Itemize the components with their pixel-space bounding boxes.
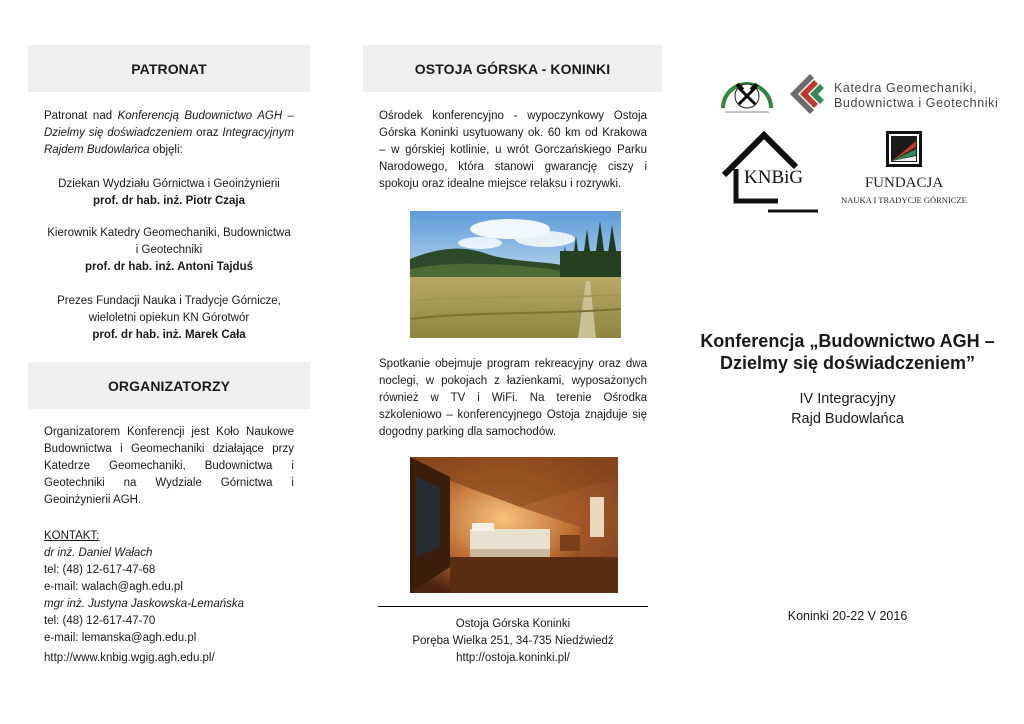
patron-role: Prezes Fundacji Nauka i Tradycje Górnicze, xyxy=(57,295,281,307)
patronat-intro: Patronat nad Konferencją Budownictwo AGH – Dzielmy się doświadczeniem oraz Integracyjnym Rajdem Budowlańca objęli: xyxy=(44,110,295,156)
patron-role-cont: i Geotechniki xyxy=(135,244,203,256)
ostoja-address xyxy=(378,616,648,667)
patron-name: prof. dr hab. inż. Antoni Tajduś xyxy=(84,261,253,273)
wgig-faculty-logo xyxy=(717,70,777,116)
organizatorzy-text: Organizatorem Konferencji jest Koło Naukowe Budownictwa i Geomechaniki działające przy Katedrze Geomechaniki, Budownictwa i Geotechniki na Wydziale Górnictwa i Geoinżynierii AGH. xyxy=(44,426,294,506)
fundacja-tagline: NAUKA I TRADYCJE GÓRNICZE xyxy=(841,195,967,205)
rajd-subtitle-line1: IV Integracyjny xyxy=(799,391,896,407)
rajd-subtitle-line2: Rajd Budowlańca xyxy=(791,411,904,427)
patron-3 xyxy=(28,293,310,344)
knbig-logo xyxy=(718,131,820,215)
meadow-landscape-image xyxy=(410,211,621,338)
conference-title xyxy=(690,330,1005,374)
patron-1 xyxy=(28,176,310,210)
contact-email[interactable]: e-mail: walach@agh.edu.pl xyxy=(44,581,183,593)
contact-email[interactable]: e-mail: lemanska@agh.edu.pl xyxy=(44,632,197,644)
conference-title-line1: Konferencja „Budownictwo AGH – xyxy=(700,331,995,351)
address-divider xyxy=(378,606,648,607)
venue-url[interactable]: http://ostoja.koninki.pl/ xyxy=(456,652,570,664)
room-interior-image xyxy=(410,457,618,593)
hammer-pick-logo-icon xyxy=(717,70,777,116)
event-date: Koninki 20-22 V 2016 xyxy=(787,609,908,623)
patron-name: prof. dr hab. inż. Piotr Czaja xyxy=(92,195,246,207)
fundacja-logo xyxy=(840,131,968,211)
contact-block xyxy=(44,528,294,647)
ostoja-description: Ośrodek konferencyjno - wypoczynkowy Ostoja Górska Koninki usytuowany ok. 60 km od Krakowa – w górskiej kotlinie, u wrót Gorczańskiego Parku Narodowego, która stanowi gwarancję ciszy i spokoju oraz idealne miejsce relaksu i rozrywki. xyxy=(379,110,647,190)
venue-street: Poręba Wielka 251, 34-735 Niedźwiedź xyxy=(412,635,614,647)
patron-role-cont: wieloletni opiekun KN Górotwór xyxy=(88,312,250,324)
knbig-url[interactable]: http://www.knbig.wgig.agh.edu.pl/ xyxy=(44,652,215,664)
ostoja-heading: OSTOJA GÓRSKA - KONINKI xyxy=(363,45,662,92)
katedra-chevron-icon xyxy=(788,70,832,114)
patronat-heading: PATRONAT xyxy=(28,45,310,92)
fundacja-name: FUNDACJA xyxy=(864,175,944,191)
conference-title-line2: Dzielmy się doświadczeniem” xyxy=(719,353,976,373)
ostoja-program: Spotkanie obejmuje program rekreacyjny oraz dwa noclegi, w pokojach z łazienkami, wyposażonych również w TV i WiFi. Na terenie Ośrodka szkoleniowo – konferencyjnego Ostoja znajduje się dogodny parking dla samochodów. xyxy=(379,358,647,438)
patron-2 xyxy=(28,225,310,276)
patron-role: Kierownik Katedry Geomechaniki, Budownictwa xyxy=(47,227,291,239)
katedra-name-line2: Budownictwa i Geotechniki xyxy=(834,96,999,110)
katedra-name-line1: Katedra Geomechaniki, xyxy=(834,81,978,95)
room-interior-photo xyxy=(410,457,618,593)
venue-name: Ostoja Górska Koninki xyxy=(455,618,571,630)
rajd-subtitle xyxy=(690,389,1005,429)
patron-role: Dziekan Wydziału Górnictwa i Geoinżynierii xyxy=(58,178,280,190)
fundacja-emblem-icon xyxy=(886,131,922,167)
contact-label: KONTAKT: xyxy=(44,530,100,542)
katedra-logo xyxy=(788,70,999,114)
contact-name: mgr inż. Justyna Jaskowska-Lemańska xyxy=(44,598,245,610)
contact-name: dr inż. Daniel Wałach xyxy=(44,547,153,559)
contact-tel: tel: (48) 12-617-47-70 xyxy=(44,615,156,627)
contact-tel: tel: (48) 12-617-47-68 xyxy=(44,564,156,576)
organizatorzy-heading: ORGANIZATORZY xyxy=(28,362,310,409)
meadow-landscape-photo xyxy=(410,211,621,338)
patron-name: prof. dr hab. inż. Marek Cała xyxy=(92,329,246,341)
knbig-wordmark: KNBiG xyxy=(744,167,804,188)
